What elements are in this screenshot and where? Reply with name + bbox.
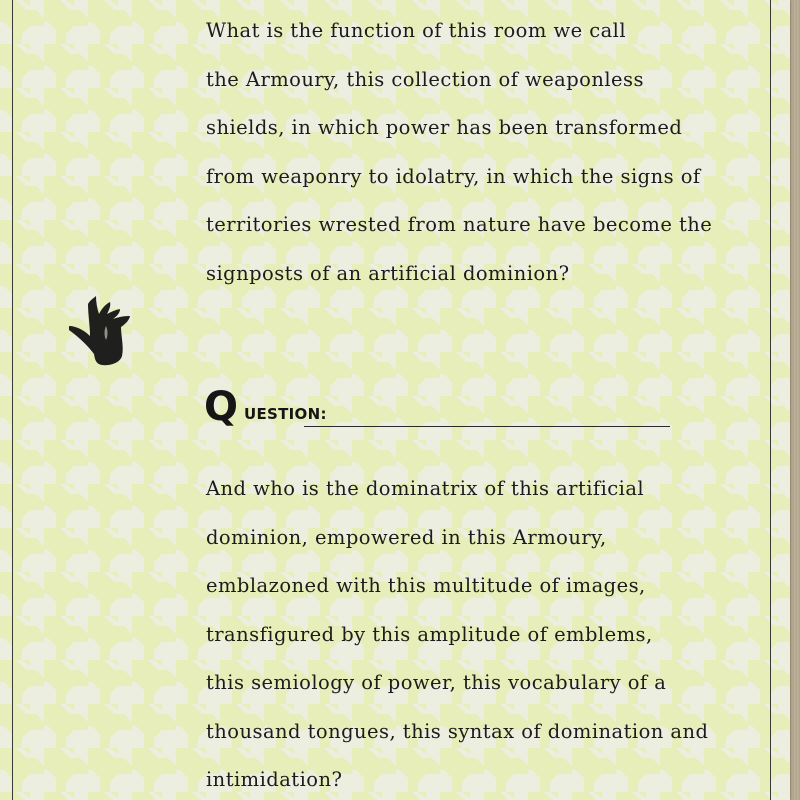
passage-first xyxy=(206,7,712,298)
text-line: shields, in which power has been transformed xyxy=(206,116,683,139)
question-label: UESTION: xyxy=(244,405,327,423)
text-line: transfigured by this amplitude of emblems, xyxy=(206,622,653,646)
question-heading xyxy=(204,384,672,430)
text-line: from weaponry to idolatry, in which the signs of xyxy=(206,164,701,188)
answer-rule-line xyxy=(304,426,670,427)
text-line: signposts of an artificial dominion? xyxy=(206,261,570,285)
text-line: territories wrested from nature have become the xyxy=(206,213,713,236)
text-line: emblazoned with this multitude of images, xyxy=(206,574,646,597)
text-line: And who is the dominatrix of this artificial xyxy=(206,477,645,500)
text-line: thousand tongues, this syntax of domination and xyxy=(206,719,709,743)
text-line: this semiology of power, this vocabulary of a xyxy=(206,671,667,694)
text-line: intimidation? xyxy=(206,768,343,791)
question-initial: Q xyxy=(204,384,239,430)
text-line: the Armoury, this collection of weaponless xyxy=(206,67,644,91)
text-line: dominion, empowered in this Armoury, xyxy=(206,525,607,549)
passage-second xyxy=(206,465,708,800)
hand-ornament-icon xyxy=(66,296,138,368)
left-frame-line xyxy=(12,0,13,800)
text-line: What is the function of this room we call xyxy=(206,19,627,42)
right-frame-line xyxy=(770,0,771,800)
